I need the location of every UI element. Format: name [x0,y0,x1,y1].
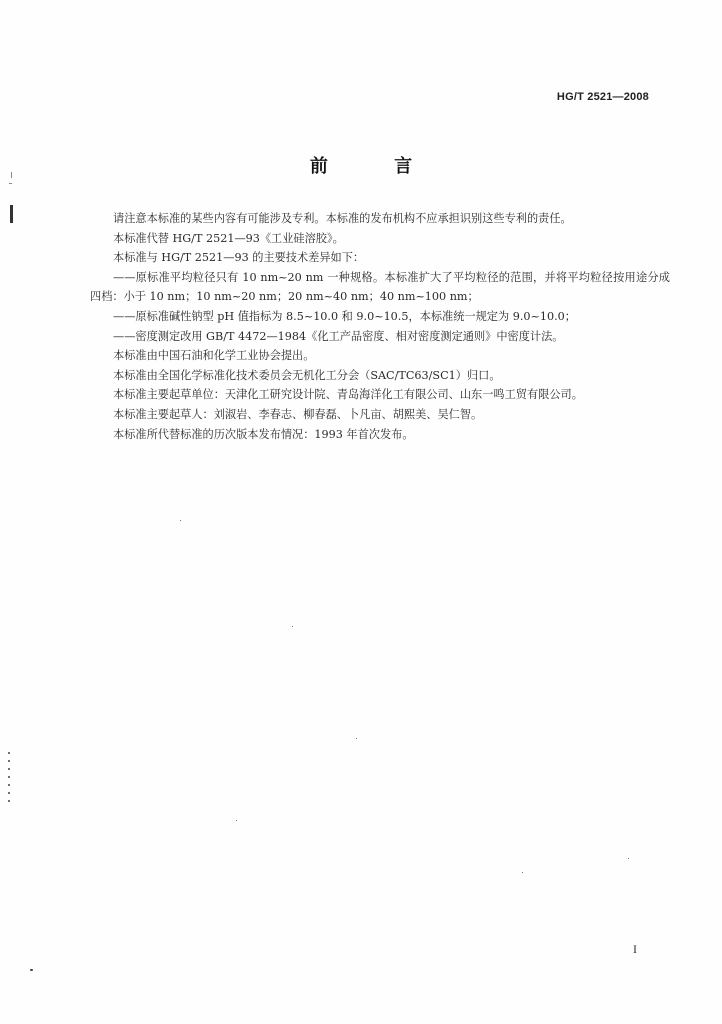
scan-speck [180,520,181,521]
paragraph-committee: 本标准由全国化学标准化技术委员会无机化工分会（SAC/TC63/SC1）归口。 [113,368,501,382]
scan-speck [8,784,10,786]
scan-speck [236,820,237,821]
scan-speck [292,626,293,627]
standard-code: HG/T 2521—2008 [556,91,649,103]
paragraph-ph-value: ——原标准碱性钠型 pH 值指标为 8.5~10.0 和 9.0~10.5，本标准统一规定为 9.0~10.0； [113,309,576,323]
scan-speck [8,760,10,762]
scan-speck [628,858,629,859]
scan-speck [8,768,10,770]
paragraph-history: 本标准所代替标准的历次版本发布情况：1993 年首次发布。 [113,427,414,441]
scan-speck [30,969,33,971]
scan-speck [8,792,10,794]
scan-speck [8,800,10,802]
paragraph-drafters: 本标准主要起草人：刘淑岩、李春志、柳春磊、卜凡亩、胡熙美、吴仁智。 [113,407,483,421]
scan-speck [522,872,523,873]
binding-mark [11,172,12,178]
foreword-body [90,209,670,444]
paragraph-proposer: 本标准由中国石油和化学工业协会提出。 [113,349,315,363]
scan-speck [356,738,357,739]
paragraph-replaces: 本标准代替 HG/T 2521—93《工业硅溶胶》。 [113,231,344,245]
binding-mark [9,183,12,184]
paragraph-patent-notice: 请注意本标准的某些内容有可能涉及专利。本标准的发布机构不应承担识别这些专利的责任。 [113,212,572,225]
scan-speck [8,752,10,754]
paragraph-density: ——密度测定改用 GB/T 4472—1984《化工产品密度、相对密度测定通则》中密度计法。 [113,329,564,343]
paragraph-drafting-units: 本标准主要起草单位：天津化工研究设计院、青岛海洋化工有限公司、山东一鸣工贸有限公司。 [113,388,583,402]
binding-mark [10,205,13,223]
scan-speck [8,776,10,778]
paragraph-particle-size: ——原标准平均粒径只有 10 nm~20 nm 一种规格。本标准扩大了平均粒径的范围，并将平均粒径按用途分成四档：小于 10 nm；10 nm~20 nm；20 nm~40 nm；40 nm~100 nm； [90,270,670,304]
page-title: 前 言 [309,156,443,177]
page-number: I [633,942,637,956]
paragraph-differences-intro: 本标准与 HG/T 2521—93 的主要技术差异如下： [113,251,365,265]
